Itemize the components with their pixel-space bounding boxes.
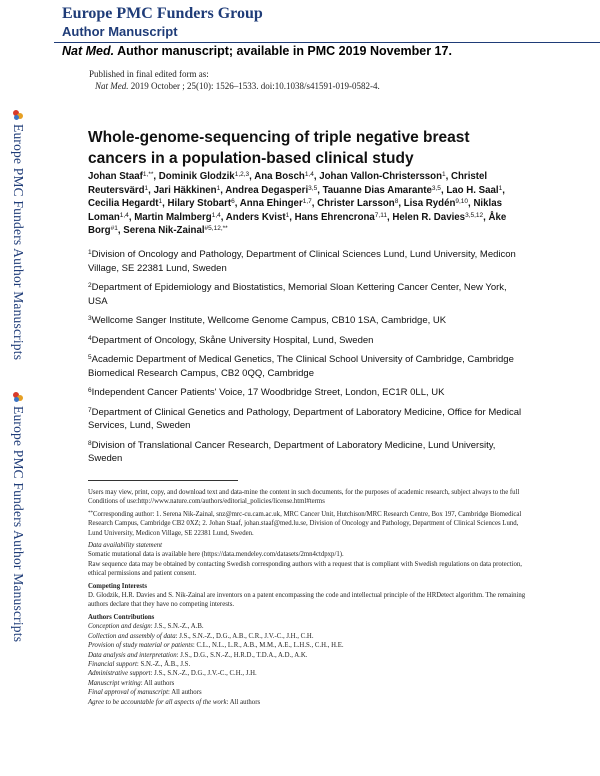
author-separator: ,: [313, 171, 320, 182]
author-affiliation-marks: 8: [394, 198, 399, 205]
affiliation-number: 8: [88, 439, 92, 447]
published-journal: Nat Med.: [95, 81, 129, 91]
author-affiliation-marks: 1,**: [142, 171, 154, 178]
author-name: Serena Nik-Zainal: [123, 225, 205, 236]
author-separator: ,: [249, 171, 255, 182]
affiliation: [88, 248, 528, 275]
contribution-item: Manuscript writing: All authors: [88, 679, 175, 687]
contribution-item: Data analysis and interpretation: J.S., D.G., S.N.-Z., H.R.D., T.D.A., A.D., A.K.: [88, 651, 308, 659]
author-affiliation-marks: 1: [498, 184, 503, 192]
author-name: Åke Borg: [88, 211, 507, 236]
contribution-value: All authors: [171, 689, 202, 697]
affiliation-text: Department of Oncology, Skåne University Hospital, Lund, Sweden: [91, 334, 374, 346]
author-separator: ,: [440, 184, 447, 196]
author-name: Andrea Degasperi: [225, 184, 309, 196]
affiliation-number: 5: [88, 354, 92, 361]
affiliation-number: 4: [88, 334, 92, 342]
author-name: Anna Ehinger: [239, 198, 303, 209]
author-separator: ,: [128, 211, 135, 223]
author-name: Jari Häkkinen: [153, 184, 217, 196]
contribution-value: S.N.-Z., Å.B., J.S.: [140, 660, 191, 668]
author-name: Martin Malmberg: [134, 211, 212, 223]
author-name: Anders Kvist: [225, 211, 286, 223]
author-affiliation-marks: 1: [285, 211, 290, 219]
affiliation: [88, 353, 528, 380]
author-name: Helen R. Davies: [392, 211, 466, 223]
contribution-item: Collection and assembly of data: J.S., S.N.-Z., D.G., A.B., C.R., J.V.-C., J.H., C.H.: [88, 632, 314, 640]
corresponding-author: [88, 510, 528, 538]
journal-name: Nat Med.: [62, 44, 115, 58]
europe-pmc-logo-icon: [13, 110, 23, 120]
published-label: Published in final edited form as:: [89, 69, 209, 79]
author-affiliation-marks: 1: [158, 198, 163, 205]
availability-text: Author manuscript; available in PMC 2019 November 17.: [117, 44, 452, 58]
author-affiliation-marks: 6: [231, 198, 235, 205]
author-separator: ,: [220, 211, 226, 223]
author-name: Christer Larsson: [317, 198, 395, 209]
contribution-value: J.S., D.G., S.N.-Z., H.R.D., T.D.A., A.D., A.K.: [180, 651, 308, 659]
author-name: Cecilia Hegardt: [88, 198, 159, 209]
affiliation-list: [88, 248, 528, 472]
affiliation-text: Wellcome Sanger Institute, Wellcome Genome Campus, CB10 1SA, Cambridge, UK: [91, 315, 447, 326]
contribution-label: Agree to be accountable for all aspects of the work: [88, 698, 227, 706]
contribution-value: All authors: [229, 698, 261, 706]
contribution-item: Final approval of manuscript: All authors: [88, 689, 202, 697]
data-availability-line: Raw sequence data may be obtained by contacting Swedish corresponding authors with a request that is compliant with Swedish regulations on data protection, ethical permissions and patient consent.: [88, 560, 522, 578]
author-separator: ,: [148, 184, 154, 196]
author-separator: ,: [502, 184, 505, 196]
contribution-value: J.S., S.N.-Z., A.B.: [154, 623, 204, 631]
author-separator: ,: [483, 211, 489, 223]
affiliation-text: Department of Epidemiology and Biostatistics, Memorial Sloan Kettering Cancer Center, New York, USA: [88, 282, 507, 307]
author-separator: ,: [317, 184, 323, 196]
author-name: Hilary Stobart: [167, 198, 232, 209]
sidebar-label-top: [6, 110, 32, 360]
contribution-value: J.S., S.N.-Z., D.G., J.V.-C., C.H., J.H.: [154, 670, 257, 678]
author-affiliation-marks: 3,5,12: [465, 211, 484, 219]
affiliation: [88, 386, 528, 400]
contribution-item: Conception and design: J.S., S.N.-Z., A.B.: [88, 623, 204, 631]
affiliation-text: Department of Clinical Genetics and Pathology, Department of Laboratory Medicine, Office for Medical Services, Lund, Sweden: [88, 406, 522, 431]
corresponding-mark: **: [88, 510, 93, 516]
europe-pmc-logo-icon: [13, 392, 23, 402]
author-affiliation-marks: 1,4: [304, 171, 314, 178]
footnote-divider: [88, 480, 238, 481]
author-affiliation-marks: 3,5: [431, 184, 441, 192]
author-name: Niklas Loman: [88, 198, 502, 223]
contribution-label: Financial support: [88, 660, 137, 668]
author-separator: ,: [153, 171, 159, 182]
contribution-label: Conception and design: [88, 623, 151, 631]
terms-of-use: Users may view, print, copy, and download text and data-mine the content in such documents, for the purposes of academic research, subject always to the full Conditions of use:http://www.nature.com/authors/editorial_policies/license.html#terms: [88, 489, 520, 506]
author-affiliation-marks: 1,7: [302, 198, 312, 205]
author-name: Dominik Glodzik: [158, 171, 235, 182]
contributions-heading: Authors Contributions: [88, 613, 155, 621]
contribution-item: Financial support: S.N.-Z., Å.B., J.S.: [88, 660, 191, 668]
author-manuscript-label: Author Manuscript: [62, 24, 178, 39]
data-availability-heading: Data availability statement: [88, 542, 162, 550]
contribution-label: Data analysis and interpretation: [88, 651, 177, 659]
affiliation-text: Division of Oncology and Pathology, Department of Clinical Sciences Lund, Lund University, Medicon Village, SE 22381 Lund, Sweden: [88, 249, 516, 274]
contribution-item: Agree to be accountable for all aspects of the work: All authors: [88, 698, 261, 706]
author-name: Ana Bosch: [254, 171, 305, 182]
author-separator: ,: [117, 225, 124, 236]
contribution-list: [88, 622, 528, 707]
author-separator: ,: [311, 198, 318, 209]
published-in: [89, 68, 380, 92]
affiliation: [88, 439, 528, 466]
footnotes: [88, 488, 528, 707]
published-details: 2019 October ; 25(10): 1526–1533. doi:10.1038/s41591-019-0582-4.: [130, 81, 380, 91]
author-name: Hans Ehrencrona: [294, 211, 375, 223]
affiliation-text: Independent Cancer Patients' Voice, 17 Woodbridge Street, London, EC1R 0LL, UK: [91, 387, 445, 398]
author-name: Lao H. Saal: [446, 184, 499, 196]
corresponding-text: Corresponding author: 1. Serena Nik-Zainal, snz@mrc-cu.cam.ac.uk, MRC Cancer Unit, Hutchison/MRC Research Centre, Box 197, Cambridge Biomedical Research Campus, Cambridge CB2 0XZ; 2. Johan Staaf, johan.staaf@med.lu.se, Division of Oncology and Pathology, Department of Clinical Sciences Lund, Lund University, Medicon Village, SE 22381 Lund, Sweden.: [88, 510, 522, 537]
contribution-item: Provision of study material or patients: C.L., N.L., L.R., A.B., M.M., A.E., L.H.S., C.H., H.E.: [88, 642, 344, 650]
contribution-label: Final approval of manuscript: [88, 689, 168, 697]
article-title: Whole-genome-sequencing of triple negative breast cancers in a population-based clinical study: [88, 129, 470, 167]
author-separator: ,: [398, 198, 404, 209]
author-affiliation-marks: 1: [442, 171, 446, 178]
author-affiliation-marks: 3,5: [308, 184, 318, 192]
competing-interests-text: D. Glodzik, H.R. Davies and S. Nik-Zainal are inventors on a patent encompassing the code and intellectual principle of the HRDetect algorithm. The remaining authors declare that they have no competing interests.: [88, 592, 526, 609]
affiliation: [88, 406, 528, 433]
author-name: Tauanne Dias Amarante: [322, 184, 432, 196]
author-separator: ,: [468, 198, 474, 209]
author-affiliation-marks: 1,4: [119, 211, 129, 219]
affiliation: [88, 334, 528, 348]
author-affiliation-marks: 9,10: [455, 198, 469, 205]
author-separator: ,: [162, 198, 168, 209]
author-affiliation-marks: 1,2,3: [234, 171, 250, 178]
author-separator: ,: [234, 198, 240, 209]
author-name: Christel Reutersvärd: [88, 171, 488, 196]
sidebar-label-bottom: [6, 392, 32, 642]
affiliation: [88, 281, 528, 308]
author-affiliation-marks: 1,4: [211, 211, 221, 219]
author-separator: ,: [386, 211, 393, 223]
author-affiliation-marks: #5,12,**: [204, 225, 228, 232]
sidebar-text: Europe PMC Funders Author Manuscripts: [11, 406, 26, 643]
author-affiliation-marks: 1: [144, 184, 149, 192]
contribution-label: Manuscript writing: [88, 679, 141, 687]
author-separator: ,: [445, 171, 452, 182]
contribution-label: Administrative support: [88, 670, 151, 678]
author-affiliation-marks: #1: [110, 225, 118, 232]
affiliation-number: 6: [88, 387, 92, 394]
affiliation-number: 1: [88, 249, 92, 256]
contribution-label: Provision of study material or patients: [88, 642, 193, 650]
contribution-item: Administrative support: J.S., S.N.-Z., D.G., J.V.-C., C.H., J.H.: [88, 670, 257, 678]
affiliation-text: Division of Translational Cancer Research, Department of Laboratory Medicine, Lund University, Sweden: [88, 439, 496, 464]
affiliation: [88, 314, 528, 328]
header-divider: [54, 42, 600, 43]
author-separator: ,: [289, 211, 295, 223]
contribution-value: C.L., N.L., L.R., A.B., M.M., A.E., L.H.S., C.H., H.E.: [196, 642, 344, 650]
affiliation-number: 3: [88, 315, 92, 322]
author-affiliation-marks: 1: [216, 184, 221, 192]
sidebar-text: Europe PMC Funders Author Manuscripts: [11, 124, 26, 361]
author-name: Johan Vallon-Christersson: [319, 171, 442, 182]
affiliation-number: 7: [88, 406, 92, 414]
contribution-value: All authors: [143, 679, 175, 687]
contribution-label: Collection and assembly of data: [88, 632, 176, 640]
author-name: Johan Staaf: [88, 171, 143, 182]
affiliation-number: 2: [88, 282, 92, 289]
author-name: Lisa Rydén: [403, 198, 456, 209]
author-separator: ,: [220, 184, 226, 196]
journal-availability: [62, 44, 452, 58]
data-availability-line: Somatic mutational data is available here (https://data.mendeley.com/datasets/2mn4ctdpxp/1).: [88, 551, 344, 559]
contribution-value: J.S., S.N.-Z., D.G., A.B., C.R., J.V.-C., J.H., C.H.: [179, 632, 314, 640]
published-citation: [89, 80, 380, 92]
competing-interests-heading: Competing Interests: [88, 582, 147, 590]
author-affiliation-marks: 7,11: [374, 211, 387, 219]
funders-group-title: Europe PMC Funders Group: [62, 5, 263, 22]
author-list: [88, 170, 528, 238]
affiliation-text: Academic Department of Medical Genetics, The Clinical School University of Cambridge, Cambridge Biomedical Research Campus, CB2 0QQ, Cambridge: [88, 354, 514, 379]
